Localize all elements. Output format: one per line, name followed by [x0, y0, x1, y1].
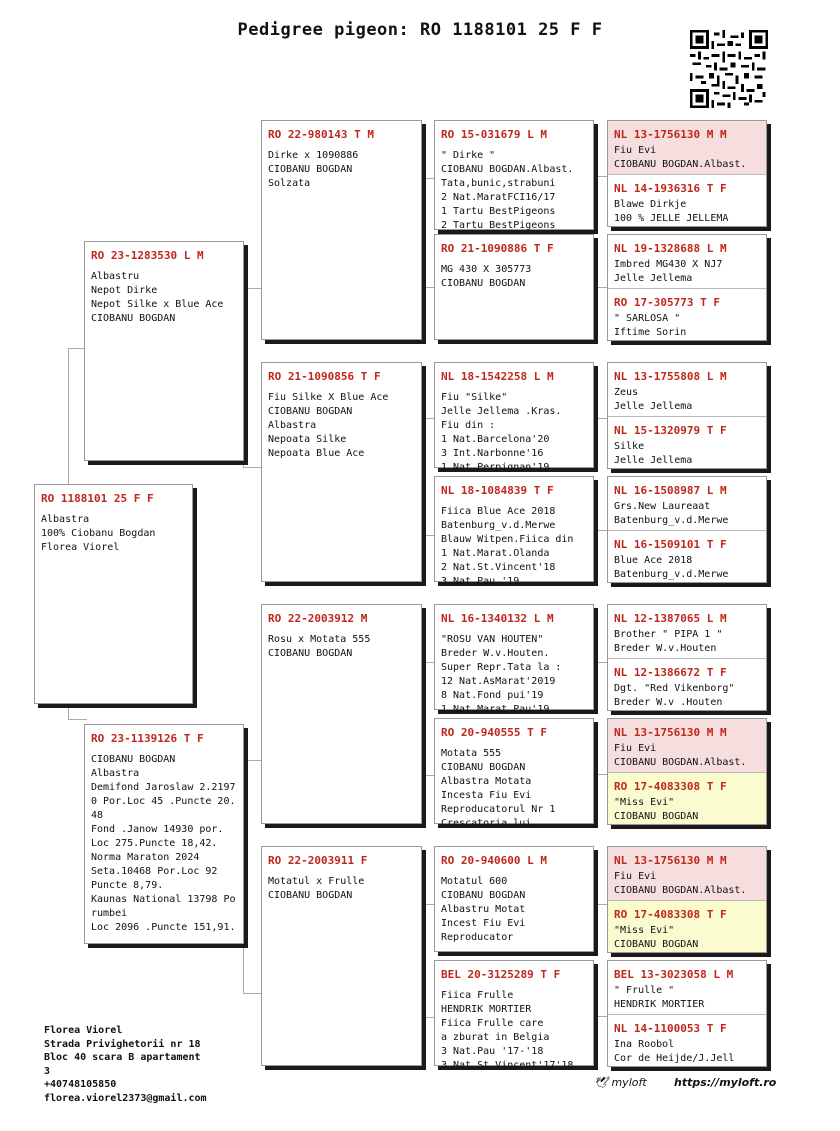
info-line: 2 Nat.St.Vincent'18	[441, 562, 556, 573]
pigeon-ring-id: NL 12-1387065 L M	[614, 612, 727, 625]
info-line: Fiu Evi	[614, 871, 657, 882]
info-line: 1 Nat.Barcelona'20	[441, 434, 550, 445]
info-line: Tata,bunic,strabuni	[441, 178, 556, 189]
pigeon-ring-id: NL 12-1386672 T F	[614, 666, 727, 679]
ancestor-pair-card[interactable]	[607, 362, 767, 469]
info-line: Fiu din :	[441, 420, 496, 431]
info-line: CIOBANU BOGDAN	[268, 648, 353, 659]
pigeon-ring-id: RO 22-980143 T M	[268, 128, 374, 141]
owner-email[interactable]: florea.viorel2373@gmail.com	[44, 1092, 207, 1104]
info-line: a zburat in Belgia	[441, 1032, 550, 1043]
info-line: Jelle Jellema	[614, 401, 693, 412]
great-grandparent-card[interactable]	[434, 846, 594, 952]
info-line: 2 Tartu BestPigeons	[441, 220, 556, 231]
dam-card[interactable]	[84, 724, 244, 944]
info-line: " Frulle "	[614, 985, 675, 996]
info-line: 3 Int.Narbonne'16	[441, 448, 544, 459]
info-line: 1 Nat.Perpignan'19	[441, 462, 550, 473]
connector	[421, 418, 435, 536]
info-line: Motatul x Frulle	[268, 876, 365, 887]
pigeon-ring-id: RO 22-2003911 F	[268, 854, 368, 867]
pigeon-ring-id: NL 16-1509101 T F	[614, 538, 727, 551]
connector	[594, 287, 608, 289]
connector	[243, 760, 262, 994]
info-line: 100% Ciobanu Bogdan	[41, 528, 156, 539]
info-line: Nepoata Blue Ace	[268, 448, 365, 459]
pigeon-ring-id: NL 16-1508987 L M	[614, 484, 727, 497]
info-line: Albastra	[91, 768, 140, 779]
ancestor-pair-card[interactable]	[607, 960, 767, 1067]
owner-street: Strada Privighetorii nr 18	[44, 1038, 201, 1050]
info-line: Imbred MG430 X NJ7	[614, 259, 723, 270]
info-line: Incesta Fiu Evi	[441, 790, 532, 801]
pigeon-ring-id: NL 15-1320979 T F	[614, 424, 727, 437]
info-line: 3 Nat.Pau '17-'18	[441, 1046, 544, 1057]
info-line: CIOBANU BOGDAN.Albast.	[614, 885, 747, 896]
info-line: Fiica Frulle	[441, 990, 514, 1001]
pigeon-ring-id: RO 20-940555 T F	[441, 726, 547, 739]
info-line: 48	[91, 810, 104, 821]
qr-code	[690, 30, 768, 108]
pigeon-ring-id: NL 16-1340132 L M	[441, 612, 554, 625]
connector	[594, 176, 608, 178]
info-line: Blauw Witpen.Fiica din	[441, 534, 574, 545]
info-line: Fiu Evi	[614, 145, 657, 156]
pigeon-ring-id: BEL 20-3125289 T F	[441, 968, 561, 981]
pigeon-ring-id: RO 23-1283530 L M	[91, 249, 204, 262]
info-line: Silke	[614, 441, 645, 452]
info-line: Grs.New Laureaat	[614, 501, 711, 512]
info-line: Nepot Dirke	[91, 285, 158, 296]
pigeon-ring-id: RO 20-940600 L M	[441, 854, 547, 867]
website-link[interactable]: https://myloft.ro	[674, 1076, 777, 1089]
ancestor-pair-card[interactable]	[607, 120, 767, 227]
info-line: Fiu Silke X Blue Ace	[268, 392, 389, 403]
grandparent-card[interactable]	[261, 120, 422, 340]
info-line: Iftime Sorin	[614, 327, 687, 338]
info-line: Ina Roobol	[614, 1039, 675, 1050]
info-line: Loc 2096 .Puncte 151,91.	[91, 922, 236, 933]
grandparent-card[interactable]	[261, 604, 422, 824]
great-grandparent-card[interactable]	[434, 362, 594, 473]
info-line: CIOBANU BOGDAN	[441, 762, 526, 773]
info-line: Albastra	[268, 420, 317, 431]
pigeon-ring-id: RO 22-2003912 M	[268, 612, 368, 625]
info-line: Dgt. "Red Vikenborg"	[614, 683, 735, 694]
info-line: "ROSU VAN HOUTEN"	[441, 634, 544, 645]
info-line: Rosu x Motata 555	[268, 634, 371, 645]
info-line: Dirke x 1090886	[268, 150, 359, 161]
info-line: CIOBANU BOGDAN.Albast.	[614, 757, 747, 768]
info-line: Loc 275.Puncte 18,42.	[91, 838, 218, 849]
info-line: CIOBANU BOGDAN.Albast.	[441, 164, 574, 175]
connector	[594, 530, 608, 532]
info-line: Albastra Motata	[441, 776, 532, 787]
info-line: Breder W.v.Houten	[614, 643, 717, 654]
info-line: Motata 555	[441, 748, 502, 759]
info-line: Cor de Heijde/J.Jell	[614, 1053, 735, 1064]
info-line: CIOBANU BOGDAN	[91, 754, 176, 765]
info-line: Fiu "Silke"	[441, 392, 508, 403]
connector	[421, 662, 435, 776]
great-grandparent-card[interactable]	[434, 234, 594, 340]
info-line: Reproducatorul Nr 1	[441, 804, 556, 815]
info-line: 3 Nat.St.Vincent'17'18	[441, 1060, 574, 1071]
pigeon-ring-id: RO 21-1090886 T F	[441, 242, 554, 255]
ancestor-pair-card[interactable]	[607, 846, 767, 953]
info-line: Albastra	[41, 514, 90, 525]
page-title: Pedigree pigeon: RO 1188101 25 F F	[237, 20, 603, 40]
info-line: CIOBANU BOGDAN	[91, 313, 176, 324]
pigeon-ring-id: NL 14-1936316 T F	[614, 182, 727, 195]
grandparent-card[interactable]	[261, 846, 422, 1066]
info-line: Fond .Janow 14930 por.	[91, 824, 224, 835]
great-grandparent-card[interactable]	[434, 604, 594, 715]
info-line: Blue Ace 2018	[614, 555, 693, 566]
info-line: Nepoata Silke	[268, 434, 347, 445]
info-line: Breder W.v.Houten.	[441, 648, 550, 659]
great-grandparent-card[interactable]	[434, 960, 594, 1071]
info-line: 1 Tartu BestPigeons	[441, 206, 556, 217]
info-line: Motatul 600	[441, 876, 508, 887]
owner-apartment: 3	[44, 1065, 51, 1077]
info-line: CIOBANU BOGDAN	[268, 406, 353, 417]
info-line: CIOBANU BOGDAN	[614, 939, 699, 950]
info-line: Batenburg_v.d.Merwe	[614, 515, 729, 526]
info-line: 2 Nat.MaratFCI16/17	[441, 192, 556, 203]
info-line: Zeus	[614, 387, 639, 398]
info-line: Albastru	[91, 271, 140, 282]
info-line: Florea Viorel	[41, 542, 120, 553]
pigeon-ring-id: RO 17-4083308 T F	[614, 908, 727, 921]
great-grandparent-card[interactable]	[434, 476, 594, 587]
pigeon-ring-id: RO 15-031679 L M	[441, 128, 547, 141]
info-line: CIOBANU BOGDAN	[268, 890, 353, 901]
info-line: "Miss Evi"	[614, 925, 675, 936]
info-line: Norma Maraton 2024	[91, 852, 200, 863]
info-line: 12 Nat.AsMarat'2019	[441, 676, 556, 687]
info-line: 0 Por.Loc 45 .Puncte 20.	[91, 796, 236, 807]
info-line: Seta.10468 Por.Loc 92	[91, 866, 218, 877]
info-line: CIOBANU BOGDAN	[441, 278, 526, 289]
info-line: Jelle Jellema	[614, 455, 693, 466]
connector	[243, 288, 262, 468]
owner-contact	[44, 1024, 207, 1105]
pigeon-ring-id: RO 17-4083308 T F	[614, 780, 727, 793]
info-line: Solzata	[268, 178, 311, 189]
info-line: Batenburg_v.d.Merwe	[441, 520, 556, 531]
info-line: Blawe Dirkje	[614, 199, 687, 210]
ancestor-pair-card[interactable]	[607, 604, 767, 711]
pigeon-ring-id: RO 1188101 25 F F	[41, 492, 154, 505]
info-line: Jelle Jellema .Kras.	[441, 406, 562, 417]
info-line: rumbei	[91, 908, 128, 919]
connector	[421, 904, 435, 1018]
info-line: Brother " PIPA 1 "	[614, 629, 723, 640]
pigeon-ring-id: RO 17-305773 T F	[614, 296, 720, 309]
info-line: Kaunas National 13798 Po	[91, 894, 236, 905]
pigeon-ring-id: NL 13-1756130 M M	[614, 726, 727, 739]
info-line: HENDRIK MORTIER	[441, 1004, 532, 1015]
ancestor-pair-card[interactable]	[607, 234, 767, 341]
info-line: Fiu Evi	[614, 743, 657, 754]
info-line: Breder W.v .Houten	[614, 697, 723, 708]
owner-building: Bloc 40 scara B apartament	[44, 1052, 201, 1063]
pigeon-ring-id: RO 21-1090856 T F	[268, 370, 381, 383]
info-line: 1 Nat.Marat.Pau'19	[441, 704, 550, 715]
pigeon-ring-id: BEL 13-3023058 L M	[614, 968, 734, 981]
info-line: Fiica Blue Ace 2018	[441, 506, 556, 517]
info-line: 1 Nat.Marat.Olanda	[441, 548, 550, 559]
ancestor-pair-card[interactable]	[607, 476, 767, 583]
great-grandparent-card[interactable]	[434, 120, 594, 230]
info-line: CIOBANU BOGDAN.Albast.	[614, 159, 747, 170]
info-line: " Dirke "	[441, 150, 496, 161]
info-line: MG 430 X 305773	[441, 264, 532, 275]
connector	[594, 774, 608, 776]
connector	[594, 662, 608, 664]
owner-name: Florea Viorel	[44, 1025, 123, 1036]
info-line: CIOBANU BOGDAN	[268, 164, 353, 175]
pigeon-ring-id: NL 13-1756130 M M	[614, 854, 727, 867]
info-line: Batenburg_v.d.Merwe	[614, 569, 729, 580]
connector	[594, 1016, 608, 1018]
connector	[594, 904, 608, 906]
info-line: Nepot Silke x Blue Ace	[91, 299, 224, 310]
connector	[421, 178, 435, 288]
info-line: Reproducator	[441, 932, 514, 943]
info-line: Incest Fiu Evi	[441, 918, 526, 929]
info-line: 8 Nat.Fond pui'19	[441, 690, 544, 701]
info-line: 100 % JELLE JELLEMA	[614, 213, 729, 224]
pigeon-ring-id: RO 23-1139126 T F	[91, 732, 204, 745]
pigeon-ring-id: NL 19-1328688 L M	[614, 242, 727, 255]
info-line: CIOBANU BOGDAN	[441, 890, 526, 901]
grandparent-card[interactable]	[261, 362, 422, 582]
great-grandparent-card[interactable]	[434, 718, 594, 829]
info-line: Demifond Jaroslaw 2.2197	[91, 782, 236, 793]
owner-phone[interactable]: +40748105850	[44, 1079, 117, 1090]
connector	[594, 418, 608, 420]
info-line: " SARLOSA "	[614, 313, 681, 324]
info-line: Albastru Motat	[441, 904, 526, 915]
info-line: Fiica Frulle care	[441, 1018, 544, 1029]
subject-card[interactable]	[34, 484, 193, 704]
info-line: CIOBANU BOGDAN	[614, 811, 699, 822]
pigeon-ring-id: NL 18-1542258 L M	[441, 370, 554, 383]
logo-text: myloft	[611, 1076, 647, 1089]
info-line: HENDRIK MORTIER	[614, 999, 705, 1010]
myloft-logo	[594, 1076, 647, 1089]
pigeon-ring-id: NL 13-1755808 L M	[614, 370, 727, 383]
info-line: "Miss Evi"	[614, 797, 675, 808]
pigeon-ring-id: NL 14-1100053 T F	[614, 1022, 727, 1035]
info-line: Super Repr.Tata la :	[441, 662, 562, 673]
info-line: Puncte 8,79.	[91, 880, 164, 891]
pigeon-ring-id: NL 18-1084839 T F	[441, 484, 554, 497]
info-line: Crescatoria lui	[441, 818, 532, 829]
info-line: 3 Nat.Pau '19	[441, 576, 520, 587]
ancestor-pair-card[interactable]	[607, 718, 767, 825]
bird-icon: 🕊	[594, 1076, 608, 1089]
pigeon-ring-id: NL 13-1756130 M M	[614, 128, 727, 141]
sire-card[interactable]	[84, 241, 244, 461]
info-line: Jelle Jellema	[614, 273, 693, 284]
